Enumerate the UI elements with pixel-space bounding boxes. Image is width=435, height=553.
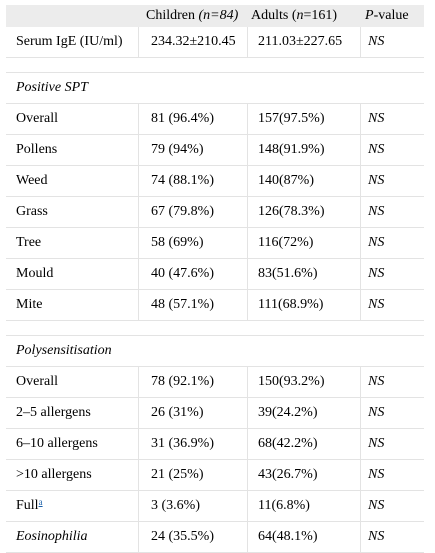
row-label: 2–5 allergens — [16, 405, 91, 420]
adults-value: 111(68.9%) — [247, 290, 360, 320]
table-row — [6, 460, 424, 491]
row-label: Eosinophilia — [16, 529, 88, 544]
adults-value: 150(93.2%) — [247, 367, 360, 397]
adults-value: 64(48.1%) — [247, 522, 360, 552]
table-row — [6, 166, 424, 197]
p-value: NS — [360, 259, 424, 289]
section-spacer — [6, 58, 424, 73]
adults-value: 157(97.5%) — [247, 104, 360, 134]
p-value: NS — [360, 197, 424, 227]
row-label: Pollens — [16, 142, 58, 157]
p-value: NS — [360, 460, 424, 490]
table-row — [6, 135, 424, 166]
table-row — [6, 290, 424, 321]
table-row — [6, 398, 424, 429]
children-value: 81 (96.4%) — [138, 104, 247, 134]
adults-value: 68(42.2%) — [247, 429, 360, 459]
section-title: Polysensitisation — [16, 343, 112, 358]
section-title-positive-spt — [6, 73, 424, 104]
table-row-full — [6, 491, 424, 522]
adults-value: 39(24.2%) — [247, 398, 360, 428]
table-header — [6, 5, 424, 27]
table-row-eosinophilia — [6, 522, 424, 553]
row-label: Full $^a$ — [16, 496, 43, 513]
table-row — [6, 197, 424, 228]
children-value: 48 (57.1%) — [138, 290, 247, 320]
section-title-polysensitisation — [6, 336, 424, 367]
row-label: Tree — [16, 235, 42, 250]
p-value: NS — [360, 290, 424, 320]
adults-value: 43(26.7%) — [247, 460, 360, 490]
row-label: Overall — [16, 374, 58, 389]
section-spacer — [6, 321, 424, 336]
table-row — [6, 104, 424, 135]
adults-value: 126(78.3%) — [247, 197, 360, 227]
p-value: NS — [360, 228, 424, 258]
row-label: >10 allergens — [16, 467, 92, 482]
adults-value: 148(91.9%) — [247, 135, 360, 165]
table-row — [6, 228, 424, 259]
header-pvalue: P-value — [365, 8, 409, 23]
adults-value: 211.03±227.65 — [247, 27, 360, 57]
row-label: Grass — [16, 204, 48, 219]
children-value: 40 (47.6%) — [138, 259, 247, 289]
results-table — [6, 5, 424, 553]
children-value: 21 (25%) — [138, 460, 247, 490]
p-value: NS — [360, 27, 424, 57]
adults-value: 116(72%) — [247, 228, 360, 258]
row-label: Serum IgE (IU/ml) — [16, 34, 123, 49]
p-value: NS — [360, 398, 424, 428]
p-value: NS — [360, 429, 424, 459]
row-label: Mite — [16, 297, 43, 312]
adults-value: 140(87%) — [247, 166, 360, 196]
row-label: 6–10 allergens — [16, 436, 98, 451]
row-label: Mould — [16, 266, 54, 281]
p-value: NS — [360, 491, 424, 521]
p-value: NS — [360, 166, 424, 196]
children-value: 78 (92.1%) — [138, 367, 247, 397]
table-row — [6, 367, 424, 398]
children-value: 26 (31%) — [138, 398, 247, 428]
p-value: NS — [360, 135, 424, 165]
footnote-link[interactable]: a — [38, 496, 43, 507]
header-adults: Adults (n=161) — [251, 8, 338, 23]
header-children: Children (n=84) — [146, 8, 239, 23]
table-row — [6, 259, 424, 290]
adults-value: 83(51.6%) — [247, 259, 360, 289]
table-row — [6, 429, 424, 460]
children-value: 67 (79.8%) — [138, 197, 247, 227]
adults-value: 11(6.8%) — [247, 491, 360, 521]
row-label: Weed — [16, 173, 48, 188]
row-label: Overall — [16, 111, 58, 126]
table-row-serum-ige — [6, 27, 424, 58]
children-value: 58 (69%) — [138, 228, 247, 258]
section-title: Positive SPT — [16, 80, 88, 95]
p-value: NS — [360, 367, 424, 397]
p-value: NS — [360, 104, 424, 134]
children-value: 31 (36.9%) — [138, 429, 247, 459]
children-value: 79 (94%) — [138, 135, 247, 165]
p-value: NS — [360, 522, 424, 552]
children-value: 74 (88.1%) — [138, 166, 247, 196]
children-value: 3 (3.6%) — [138, 491, 247, 521]
children-value: 234.32±210.45 — [138, 27, 247, 57]
children-value: 24 (35.5%) — [138, 522, 247, 552]
